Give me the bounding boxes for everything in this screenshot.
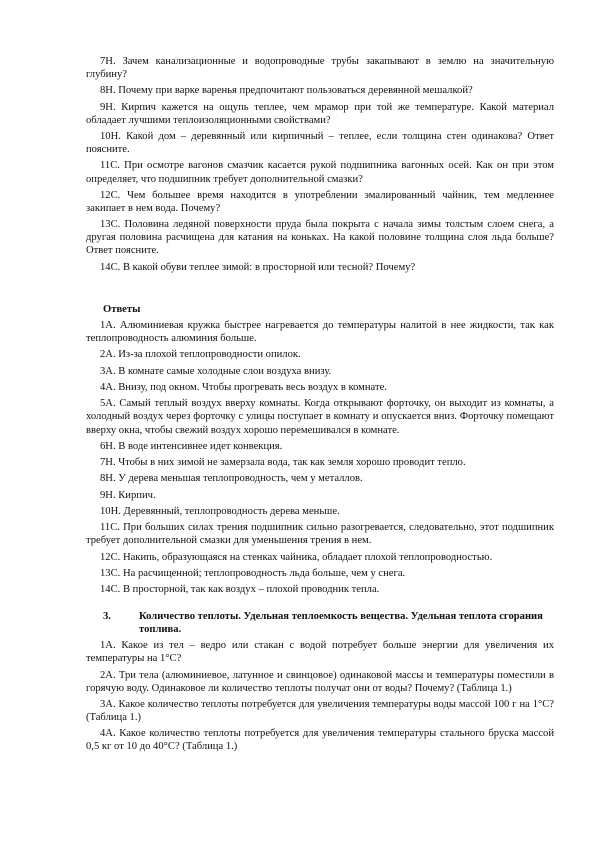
section-question-1a: 1А. Какое из тел – ведро или стакан с водой потребует больше энергии для увеличения их температуры на 1°С? <box>86 640 554 665</box>
answer-3a: 3А. В комнате самые холодные слои воздуха внизу. <box>100 365 332 377</box>
question-13c: 13С. Половина ледяной поверхности пруда была покрыта с начала зимы толстым слоем снега, а другая половина расчищена для катания на коньках. На какой половине толщина слоя льда больше? Ответ поясните. <box>86 219 554 257</box>
answer-7n: 7Н. Чтобы в них зимой не замерзала вода, так как земля хорошо проводит тепло. <box>100 457 466 469</box>
answer-14c: 14С. В просторной, так как воздух – плохой проводник тепла. <box>100 584 380 596</box>
answer-1a: 1А. Алюминиевая кружка быстрее нагревается до температуры налитой в нее жидкости, так как теплопроводность алюминия больше. <box>86 320 554 345</box>
answer-9n: 9Н. Кирпич. <box>100 489 156 501</box>
answer-5a: 5А. Самый теплый воздух вверху комнаты. Когда открывают форточку, он выходит из комнаты, а холодный воздух через форточку с улицы поступает в комнату и опускается вниз. Форточку помещают вверху окна, чтобы свежий воздух хорошо перемешивался в комнате. <box>86 398 554 436</box>
questions-block <box>86 55 554 277</box>
answer-13c: 13С. На расчищенной; теплопроводность льда больше, чем у снега. <box>100 567 406 579</box>
section-title: Количество теплоты. Удельная теплоемкость вещества. Удельная теплота сгорания топлива. <box>139 611 543 636</box>
answers-block <box>86 303 554 599</box>
answer-11c: 11С. При больших силах трения подшипник сильно разогревается, следовательно, этот подшипник требует дополнительной смазки для уменьшения трения в нем. <box>86 522 554 547</box>
question-7n: 7Н. Зачем канализационные и водопроводные трубы закапывают в землю на значительную глубину? <box>86 56 554 81</box>
question-12c: 12С. Чем большее время находится в употреблении эмалированный чайник, тем медленнее закипает в нем вода. Почему? <box>86 189 554 214</box>
question-8n: 8Н. Почему при варке варенья предпочитают пользоваться деревянной мешалкой? <box>100 85 473 97</box>
section-heading <box>86 610 554 636</box>
answer-2a: 2А. Из-за плохой теплопроводности опилок. <box>100 349 301 361</box>
answer-6n: 6Н. В воде интенсивнее идет конвекция. <box>100 440 283 452</box>
answers-heading: Ответы <box>103 304 141 315</box>
section-question-3a: 3А. Какое количество теплоты потребуется для увеличения температуры воды массой 100 г на 1°С? (Таблица 1.) <box>86 698 554 724</box>
answer-10n: 10Н. Деревянный, теплопроводность дерева меньше. <box>100 505 340 517</box>
answer-8n: 8Н. У дерева меньшая теплопроводность, чем у металлов. <box>100 473 363 485</box>
question-9n: 9Н. Кирпич кажется на ощупь теплее, чем мрамор при той же температуре. Какой материал обладает лучшими теплоизоляционными свойствами? <box>86 101 554 126</box>
section-question-4a: 4А. Какое количество теплоты потребуется для увеличения температуры стального бруска массой 0,5 кг от 10 до 40°С? (Таблица 1.) <box>86 728 554 753</box>
answer-12c: 12С. Накипь, образующаяся на стенках чайника, обладает плохой теплопроводностью. <box>100 551 493 563</box>
answer-4a: 4А. Внизу, под окном. Чтобы прогревать весь воздух в комнате. <box>100 382 387 394</box>
section-3-block <box>86 610 554 757</box>
section-number: 3. <box>103 611 111 622</box>
question-11c: 11С. При осмотре вагонов смазчик касается рукой подшипника вагонных осей. Как он при этом определяет, что подшипник требует дополнительной смазки? <box>86 160 554 185</box>
section-question-2a: 2А. Три тела (алюминиевое, латунное и свинцовое) одинаковой массы и температуры поместили в горячую воду. Одинаковое ли количество теплоты получат они от воды? Почему? (Таблица 1.) <box>86 669 554 694</box>
question-10n: 10Н. Какой дом – деревянный или кирпичный – теплее, если толщина стен одинакова? Ответ поясните. <box>86 131 554 156</box>
question-14c: 14С. В какой обуви теплее зимой: в просторной или тесной? Почему? <box>100 261 416 273</box>
